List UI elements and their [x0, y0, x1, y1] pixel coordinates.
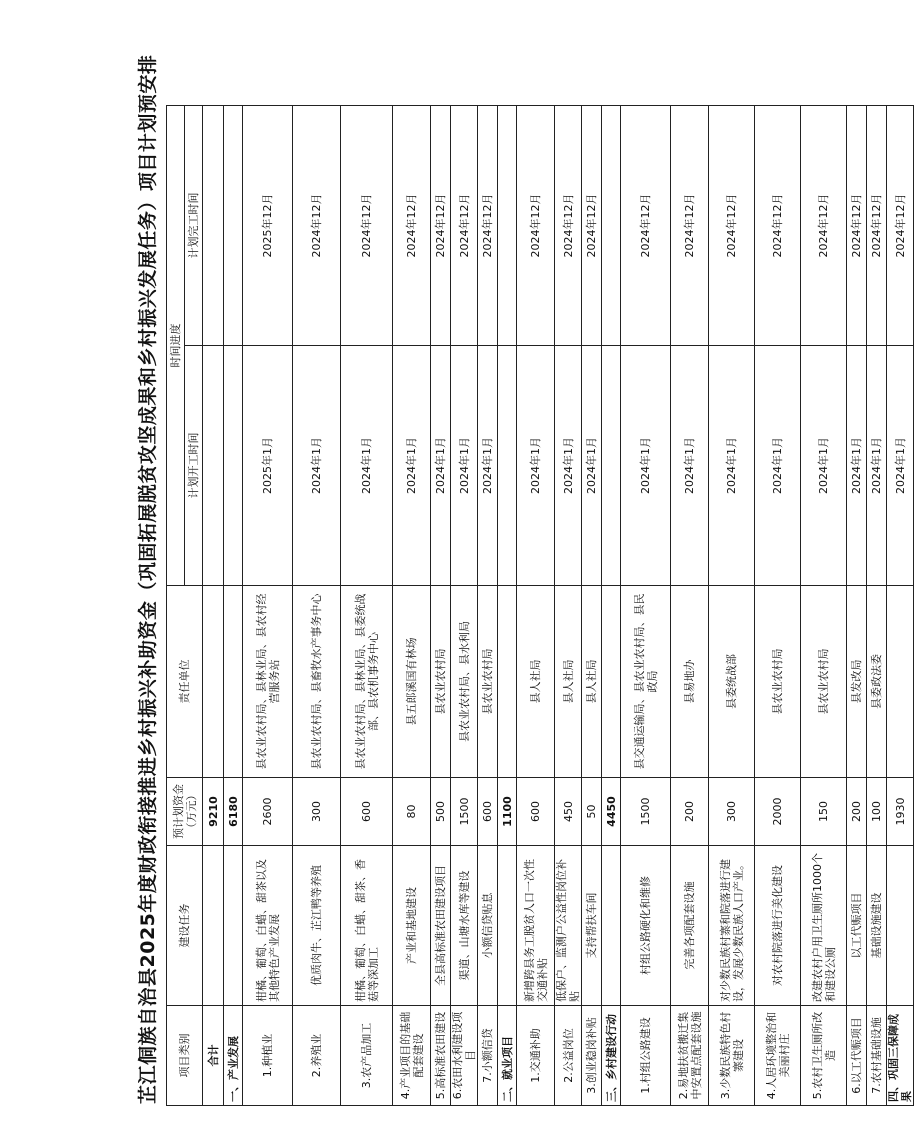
cell-dept: 县委统战部	[709, 586, 755, 778]
cell-end: 2024年12月	[621, 106, 671, 346]
cell-category: 1.种植业	[243, 1006, 293, 1106]
cell-end: 2024年12月	[555, 106, 582, 346]
cell-funds: 6180	[224, 778, 243, 846]
cell-funds: 2000	[755, 778, 801, 846]
table-row	[243, 106, 293, 1106]
cell-dept: 县农业农村局、县林业局、县农村经营服务站	[243, 586, 293, 778]
header-row-1	[167, 106, 185, 1106]
cell-category: 2.易地扶贫搬迁集中安置点配套设施	[671, 1006, 709, 1106]
header-funds: 预计划资金（万元）	[167, 778, 203, 846]
cell-task: 低保户、监测户公益性岗位补贴	[555, 846, 582, 1006]
cell-funds: 600	[478, 778, 498, 846]
cell-task	[887, 846, 914, 1006]
cell-dept	[224, 586, 243, 778]
cell-task: 优质肉牛、芷江鸭等养殖	[293, 846, 341, 1006]
cell-dept: 县五郎溪国有林场	[393, 586, 431, 778]
cell-start: 2024年1月	[709, 346, 755, 586]
cell-dept: 县人社局	[555, 586, 582, 778]
cell-start: 2024年1月	[555, 346, 582, 586]
table-row-section	[498, 106, 517, 1106]
cell-start: 2024年1月	[621, 346, 671, 586]
cell-end: 2024年12月	[431, 106, 451, 346]
cell-end: 2024年12月	[478, 106, 498, 346]
cell-funds: 1100	[498, 778, 517, 846]
cell-end: 2024年12月	[582, 106, 602, 346]
cell-task	[224, 846, 243, 1006]
cell-task: 村组公路硬化和维修	[621, 846, 671, 1006]
cell-funds: 100	[867, 778, 887, 846]
cell-task: 对少数民族村寨和院落进行建设，发展少数民族人口产业。	[709, 846, 755, 1006]
cell-category: 一、产业发展	[224, 1006, 243, 1106]
cell-funds: 2600	[243, 778, 293, 846]
table-row	[671, 106, 709, 1106]
cell-end: 2024年12月	[847, 106, 867, 346]
cell-category: 5.农村卫生厕所改造	[801, 1006, 847, 1106]
table-row-section	[224, 106, 243, 1106]
cell-end: 2024年12月	[341, 106, 393, 346]
cell-end	[224, 106, 243, 346]
cell-funds: 1500	[451, 778, 478, 846]
cell-start: 2025年1月	[243, 346, 293, 586]
cell-task: 基础设施建设	[867, 846, 887, 1006]
cell-start: 2024年1月	[671, 346, 709, 586]
cell-funds: 1500	[621, 778, 671, 846]
cell-task: 对农村院落进行美化建设	[755, 846, 801, 1006]
cell-dept	[887, 586, 914, 778]
cell-end	[203, 106, 224, 346]
cell-task: 全县高标准农田建设项目	[431, 846, 451, 1006]
cell-funds: 500	[431, 778, 451, 846]
cell-category: 四、巩固三保障成果	[887, 1006, 914, 1106]
cell-funds: 450	[555, 778, 582, 846]
cell-funds: 300	[709, 778, 755, 846]
table-row	[755, 106, 801, 1106]
cell-category: 4.人居环境整治和美丽村庄	[755, 1006, 801, 1106]
cell-funds: 600	[517, 778, 555, 846]
header-category: 项目类别	[167, 1006, 203, 1106]
cell-task: 以工代赈项目	[847, 846, 867, 1006]
cell-task: 改建农村户用卫生厕所1000个和建设公厕	[801, 846, 847, 1006]
cell-category: 1.村组公路建设	[621, 1006, 671, 1106]
cell-start: 2024年1月	[517, 346, 555, 586]
document-title: 芷江侗族自治县2025年度财政衔接推进乡村振兴补助资金（巩固拓展脱贫攻坚成果和乡村振兴发展任务）项目计划预安排	[137, 54, 159, 1104]
cell-category: 2.公益岗位	[555, 1006, 582, 1106]
header-start: 计划开工时间	[185, 346, 203, 586]
cell-funds: 200	[847, 778, 867, 846]
cell-funds: 150	[801, 778, 847, 846]
cell-category: 3.创业稳岗补贴	[582, 1006, 602, 1106]
cell-category: 7.小额信贷	[478, 1006, 498, 1106]
cell-task: 产业和基地建设	[393, 846, 431, 1006]
cell-category: 合计	[203, 1006, 224, 1106]
cell-dept: 县农业农村局	[801, 586, 847, 778]
cell-end: 2024年12月	[517, 106, 555, 346]
cell-end: 2024年12月	[293, 106, 341, 346]
cell-dept: 县农业农村局、县水利局	[451, 586, 478, 778]
cell-dept	[498, 586, 517, 778]
cell-dept: 县农业农村局	[478, 586, 498, 778]
cell-end: 2024年12月	[755, 106, 801, 346]
cell-funds: 1930	[887, 778, 914, 846]
project-plan-table	[166, 105, 914, 1106]
cell-category: 6.农田水利建设项目	[451, 1006, 478, 1106]
cell-start	[498, 346, 517, 586]
cell-start: 2024年1月	[887, 346, 914, 586]
table-row	[582, 106, 602, 1106]
cell-task: 柑橘、葡萄、白蜡、甜茶、香菇等深加工	[341, 846, 393, 1006]
cell-category: 2.养殖业	[293, 1006, 341, 1106]
cell-start	[602, 346, 621, 586]
table-row	[293, 106, 341, 1106]
table-row	[801, 106, 847, 1106]
cell-dept: 县发改局	[847, 586, 867, 778]
cell-start: 2024年1月	[847, 346, 867, 586]
cell-end: 2024年12月	[867, 106, 887, 346]
cell-funds: 4450	[602, 778, 621, 846]
table-row	[478, 106, 498, 1106]
cell-task: 小额信贷贴息	[478, 846, 498, 1006]
document-sheet	[130, 54, 913, 1106]
table-row	[341, 106, 393, 1106]
cell-funds: 200	[671, 778, 709, 846]
cell-start: 2024年1月	[801, 346, 847, 586]
cell-dept: 县交通运输局、县农业农村局、县民政局	[621, 586, 671, 778]
table-row	[393, 106, 431, 1106]
table-row	[451, 106, 478, 1106]
cell-start	[224, 346, 243, 586]
table-row-section	[602, 106, 621, 1106]
cell-start: 2024年1月	[431, 346, 451, 586]
cell-end: 2024年12月	[709, 106, 755, 346]
cell-end: 2024年12月	[671, 106, 709, 346]
cell-end: 2025年12月	[243, 106, 293, 346]
cell-dept: 县委政法委	[867, 586, 887, 778]
header-end: 计划完工时间	[185, 106, 203, 346]
cell-task: 渠道、山塘水库等建设	[451, 846, 478, 1006]
cell-task	[498, 846, 517, 1006]
cell-start	[203, 346, 224, 586]
cell-end	[498, 106, 517, 346]
cell-category: 3.少数民族特色村寨建设	[709, 1006, 755, 1106]
cell-dept: 县人社局	[582, 586, 602, 778]
table-row	[867, 106, 887, 1106]
cell-category: 3.农产品加工	[341, 1006, 393, 1106]
header-progress: 时间进度	[167, 106, 185, 586]
cell-end	[602, 106, 621, 346]
cell-category: 6.以工代赈项目	[847, 1006, 867, 1106]
cell-end: 2024年12月	[801, 106, 847, 346]
cell-start: 2024年1月	[755, 346, 801, 586]
table-row	[847, 106, 867, 1106]
cell-funds: 9210	[203, 778, 224, 846]
cell-start: 2024年1月	[393, 346, 431, 586]
table-row-total	[203, 106, 224, 1106]
table-row-section	[887, 106, 914, 1106]
cell-category: 5.高标准农田建设	[431, 1006, 451, 1106]
cell-dept	[602, 586, 621, 778]
cell-task: 柑橘、葡萄、白蜡、甜茶以及其他特色产业发展	[243, 846, 293, 1006]
cell-start: 2024年1月	[451, 346, 478, 586]
table-row	[709, 106, 755, 1106]
cell-start: 2024年1月	[582, 346, 602, 586]
cell-start: 2024年1月	[867, 346, 887, 586]
cell-dept: 县农业农村局、县畜牧水产事务中心	[293, 586, 341, 778]
cell-dept: 县农业农村局	[431, 586, 451, 778]
header-task: 建设任务	[167, 846, 203, 1006]
header-dept: 责任单位	[167, 586, 203, 778]
cell-dept: 县人社局	[517, 586, 555, 778]
cell-funds: 80	[393, 778, 431, 846]
cell-end: 2024年12月	[393, 106, 431, 346]
cell-category: 二、就业项目	[498, 1006, 517, 1106]
cell-dept	[203, 586, 224, 778]
cell-dept: 县农业农村局	[755, 586, 801, 778]
cell-task: 完善各项配套设施	[671, 846, 709, 1006]
cell-category: 4.产业项目的基础配套建设	[393, 1006, 431, 1106]
cell-end: 2024年12月	[451, 106, 478, 346]
cell-start: 2024年1月	[293, 346, 341, 586]
cell-category: 三、乡村建设行动	[602, 1006, 621, 1106]
cell-task: 新增跨县务工脱贫人口一次性交通补贴	[517, 846, 555, 1006]
table-row	[555, 106, 582, 1106]
cell-task: 支持帮扶车间	[582, 846, 602, 1006]
cell-category: 7.农村基础设施	[867, 1006, 887, 1106]
cell-task	[203, 846, 224, 1006]
cell-start: 2024年1月	[341, 346, 393, 586]
cell-dept: 县易地办	[671, 586, 709, 778]
cell-category: 1.交通补助	[517, 1006, 555, 1106]
cell-funds: 300	[293, 778, 341, 846]
cell-dept: 县农业农村局、县林业局、县委统战部、县农机事务中心	[341, 586, 393, 778]
table-row	[621, 106, 671, 1106]
cell-start: 2024年1月	[478, 346, 498, 586]
cell-funds: 50	[582, 778, 602, 846]
cell-task	[602, 846, 621, 1006]
table-row	[431, 106, 451, 1106]
cell-end: 2024年12月	[887, 106, 914, 346]
cell-funds: 600	[341, 778, 393, 846]
table-row	[517, 106, 555, 1106]
